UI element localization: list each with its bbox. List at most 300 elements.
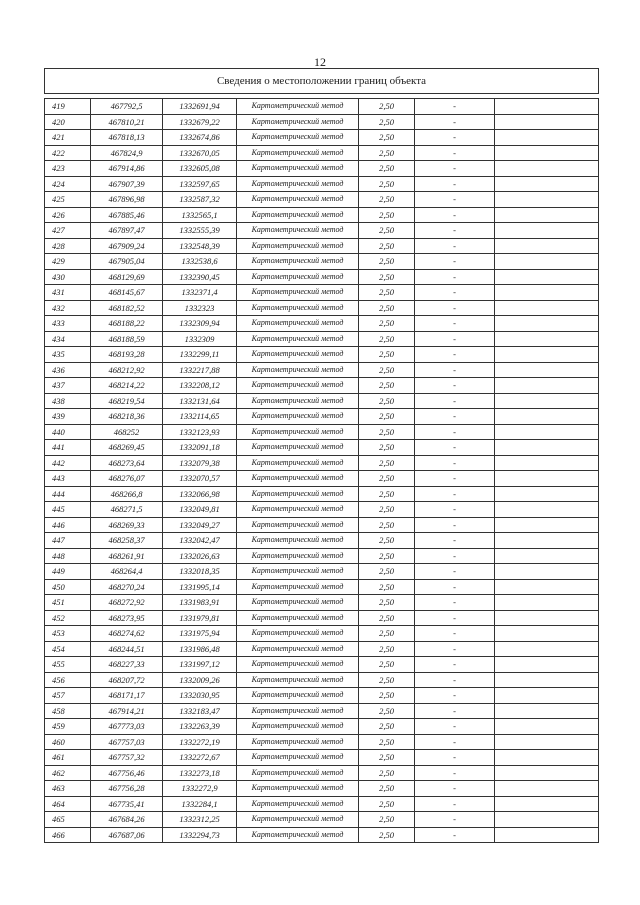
cell-point-number: 444 — [45, 486, 91, 502]
cell-description: - — [415, 300, 495, 316]
cell-accuracy: 2,50 — [359, 719, 415, 735]
cell-note — [495, 316, 599, 332]
table-row — [45, 176, 599, 192]
cell-accuracy: 2,50 — [359, 657, 415, 673]
cell-accuracy: 2,50 — [359, 626, 415, 642]
cell-note — [495, 238, 599, 254]
cell-point-number: 423 — [45, 161, 91, 177]
cell-point-number: 422 — [45, 145, 91, 161]
cell-method: Картометрический метод — [237, 719, 359, 735]
cell-coord-x: 467914,86 — [91, 161, 163, 177]
cell-note — [495, 827, 599, 843]
cell-coord-x: 467756,28 — [91, 781, 163, 797]
cell-description: - — [415, 254, 495, 270]
cell-note — [495, 703, 599, 719]
cell-coord-y: 1332605,08 — [163, 161, 237, 177]
cell-coord-y: 1332679,22 — [163, 114, 237, 130]
cell-coord-y: 1332183,47 — [163, 703, 237, 719]
cell-point-number: 437 — [45, 378, 91, 394]
cell-method: Картометрический метод — [237, 192, 359, 208]
table-row — [45, 471, 599, 487]
cell-point-number: 448 — [45, 548, 91, 564]
cell-note — [495, 130, 599, 146]
cell-description: - — [415, 192, 495, 208]
cell-method: Картометрический метод — [237, 641, 359, 657]
cell-accuracy: 2,50 — [359, 269, 415, 285]
cell-point-number: 450 — [45, 579, 91, 595]
table-row — [45, 812, 599, 828]
cell-method: Картометрический метод — [237, 703, 359, 719]
cell-coord-x: 468276,07 — [91, 471, 163, 487]
table-row — [45, 719, 599, 735]
cell-description: - — [415, 486, 495, 502]
cell-coord-y: 1332009,26 — [163, 672, 237, 688]
cell-description: - — [415, 130, 495, 146]
cell-description: - — [415, 657, 495, 673]
cell-note — [495, 409, 599, 425]
cell-note — [495, 347, 599, 363]
cell-note — [495, 161, 599, 177]
cell-point-number: 455 — [45, 657, 91, 673]
cell-point-number: 447 — [45, 533, 91, 549]
cell-coord-x: 468273,64 — [91, 455, 163, 471]
table-row — [45, 703, 599, 719]
table-row — [45, 796, 599, 812]
cell-method: Картометрический метод — [237, 269, 359, 285]
cell-coord-y: 1332114,65 — [163, 409, 237, 425]
cell-point-number: 461 — [45, 750, 91, 766]
cell-coord-x: 467792,5 — [91, 99, 163, 115]
cell-note — [495, 114, 599, 130]
cell-coord-x: 468244,51 — [91, 641, 163, 657]
table-row — [45, 517, 599, 533]
cell-method: Картометрический метод — [237, 238, 359, 254]
cell-coord-y: 1331975,94 — [163, 626, 237, 642]
cell-method: Картометрический метод — [237, 502, 359, 518]
table-row — [45, 455, 599, 471]
cell-method: Картометрический метод — [237, 207, 359, 223]
cell-coord-y: 1331997,12 — [163, 657, 237, 673]
cell-point-number: 427 — [45, 223, 91, 239]
cell-coord-y: 1332565,1 — [163, 207, 237, 223]
cell-method: Картометрический метод — [237, 440, 359, 456]
table-row — [45, 595, 599, 611]
cell-coord-x: 468145,67 — [91, 285, 163, 301]
cell-point-number: 456 — [45, 672, 91, 688]
table-row — [45, 734, 599, 750]
cell-accuracy: 2,50 — [359, 223, 415, 239]
cell-coord-y: 1332597,65 — [163, 176, 237, 192]
table-row — [45, 579, 599, 595]
table-row — [45, 161, 599, 177]
table-row — [45, 827, 599, 843]
cell-note — [495, 455, 599, 471]
table-row — [45, 130, 599, 146]
table-row — [45, 781, 599, 797]
cell-coord-x: 468129,69 — [91, 269, 163, 285]
cell-point-number: 432 — [45, 300, 91, 316]
cell-description: - — [415, 269, 495, 285]
cell-coord-y: 1331983,91 — [163, 595, 237, 611]
cell-description: - — [415, 719, 495, 735]
cell-method: Картометрический метод — [237, 486, 359, 502]
cell-coord-x: 467885,46 — [91, 207, 163, 223]
cell-description: - — [415, 285, 495, 301]
table-row — [45, 192, 599, 208]
cell-coord-y: 1332079,38 — [163, 455, 237, 471]
cell-note — [495, 502, 599, 518]
cell-point-number: 458 — [45, 703, 91, 719]
cell-method: Картометрический метод — [237, 672, 359, 688]
cell-note — [495, 641, 599, 657]
table-row — [45, 765, 599, 781]
cell-method: Картометрический метод — [237, 812, 359, 828]
cell-note — [495, 99, 599, 115]
cell-accuracy: 2,50 — [359, 440, 415, 456]
table-row — [45, 362, 599, 378]
cell-coord-y: 1332208,12 — [163, 378, 237, 394]
cell-method: Картометрический метод — [237, 750, 359, 766]
cell-point-number: 464 — [45, 796, 91, 812]
cell-coord-y: 1331986,48 — [163, 641, 237, 657]
cell-accuracy: 2,50 — [359, 564, 415, 580]
cell-point-number: 446 — [45, 517, 91, 533]
cell-note — [495, 610, 599, 626]
cell-point-number: 463 — [45, 781, 91, 797]
cell-description: - — [415, 238, 495, 254]
cell-coord-x: 468212,92 — [91, 362, 163, 378]
cell-point-number: 439 — [45, 409, 91, 425]
cell-point-number: 441 — [45, 440, 91, 456]
cell-note — [495, 471, 599, 487]
cell-description: - — [415, 688, 495, 704]
cell-description: - — [415, 827, 495, 843]
cell-note — [495, 533, 599, 549]
cell-accuracy: 2,50 — [359, 409, 415, 425]
cell-method: Картометрический метод — [237, 409, 359, 425]
table-row — [45, 641, 599, 657]
cell-note — [495, 734, 599, 750]
cell-coord-y: 1332294,73 — [163, 827, 237, 843]
cell-note — [495, 207, 599, 223]
cell-coord-y: 1332272,9 — [163, 781, 237, 797]
cell-point-number: 436 — [45, 362, 91, 378]
cell-coord-x: 468182,52 — [91, 300, 163, 316]
cell-note — [495, 781, 599, 797]
cell-coord-y: 1332042,47 — [163, 533, 237, 549]
table-row — [45, 564, 599, 580]
cell-accuracy: 2,50 — [359, 734, 415, 750]
table-row — [45, 502, 599, 518]
table-row — [45, 207, 599, 223]
cell-description: - — [415, 223, 495, 239]
cell-description: - — [415, 672, 495, 688]
cell-method: Картометрический метод — [237, 517, 359, 533]
cell-description: - — [415, 424, 495, 440]
cell-description: - — [415, 502, 495, 518]
cell-point-number: 438 — [45, 393, 91, 409]
cell-coord-x: 467757,32 — [91, 750, 163, 766]
cell-coord-x: 467896,98 — [91, 192, 163, 208]
cell-method: Картометрический метод — [237, 657, 359, 673]
cell-coord-y: 1332131,64 — [163, 393, 237, 409]
cell-accuracy: 2,50 — [359, 471, 415, 487]
cell-method: Картометрический метод — [237, 827, 359, 843]
table-row — [45, 672, 599, 688]
table-row — [45, 626, 599, 642]
cell-coord-x: 467907,39 — [91, 176, 163, 192]
cell-coord-x: 468258,37 — [91, 533, 163, 549]
cell-coord-x: 467684,26 — [91, 812, 163, 828]
cell-note — [495, 176, 599, 192]
cell-note — [495, 548, 599, 564]
cell-coord-y: 1332587,32 — [163, 192, 237, 208]
table-row — [45, 750, 599, 766]
table-title: Сведения о местоположении границ объекта — [45, 69, 599, 94]
cell-description: - — [415, 176, 495, 192]
cell-point-number: 451 — [45, 595, 91, 611]
table-row — [45, 331, 599, 347]
cell-note — [495, 424, 599, 440]
cell-description: - — [415, 331, 495, 347]
cell-coord-x: 468272,92 — [91, 595, 163, 611]
cell-description: - — [415, 347, 495, 363]
cell-point-number: 454 — [45, 641, 91, 657]
cell-point-number: 435 — [45, 347, 91, 363]
cell-description: - — [415, 99, 495, 115]
cell-accuracy: 2,50 — [359, 362, 415, 378]
cell-method: Картометрический метод — [237, 130, 359, 146]
table-row — [45, 223, 599, 239]
cell-method: Картометрический метод — [237, 331, 359, 347]
cell-coord-x: 467909,24 — [91, 238, 163, 254]
cell-note — [495, 285, 599, 301]
cell-accuracy: 2,50 — [359, 812, 415, 828]
cell-coord-x: 468261,91 — [91, 548, 163, 564]
cell-accuracy: 2,50 — [359, 300, 415, 316]
cell-method: Картометрический метод — [237, 626, 359, 642]
cell-point-number: 457 — [45, 688, 91, 704]
cell-coord-y: 1332670,05 — [163, 145, 237, 161]
cell-coord-x: 468214,22 — [91, 378, 163, 394]
cell-point-number: 466 — [45, 827, 91, 843]
table-row — [45, 657, 599, 673]
cell-description: - — [415, 440, 495, 456]
cell-description: - — [415, 548, 495, 564]
cell-coord-y: 1332309,94 — [163, 316, 237, 332]
table-row — [45, 440, 599, 456]
cell-accuracy: 2,50 — [359, 145, 415, 161]
cell-method: Картометрический метод — [237, 455, 359, 471]
cell-coord-x: 467757,03 — [91, 734, 163, 750]
cell-coord-y: 1332299,11 — [163, 347, 237, 363]
cell-coord-x: 468269,45 — [91, 440, 163, 456]
cell-coord-x: 467687,06 — [91, 827, 163, 843]
cell-coord-x: 467810,21 — [91, 114, 163, 130]
cell-description: - — [415, 455, 495, 471]
cell-coord-y: 1332026,63 — [163, 548, 237, 564]
cell-accuracy: 2,50 — [359, 393, 415, 409]
cell-coord-y: 1332284,1 — [163, 796, 237, 812]
table-row — [45, 300, 599, 316]
cell-accuracy: 2,50 — [359, 486, 415, 502]
cell-description: - — [415, 393, 495, 409]
cell-point-number: 421 — [45, 130, 91, 146]
cell-description: - — [415, 161, 495, 177]
cell-coord-x: 468188,59 — [91, 331, 163, 347]
table-title-row — [45, 69, 599, 94]
cell-coord-y: 1332018,35 — [163, 564, 237, 580]
table-row — [45, 316, 599, 332]
cell-coord-x: 468271,5 — [91, 502, 163, 518]
cell-accuracy: 2,50 — [359, 424, 415, 440]
cell-note — [495, 300, 599, 316]
cell-coord-y: 1332272,19 — [163, 734, 237, 750]
cell-point-number: 459 — [45, 719, 91, 735]
cell-point-number: 433 — [45, 316, 91, 332]
cell-accuracy: 2,50 — [359, 378, 415, 394]
cell-method: Картометрический метод — [237, 362, 359, 378]
cell-method: Картометрический метод — [237, 99, 359, 115]
cell-method: Картометрический метод — [237, 424, 359, 440]
cell-accuracy: 2,50 — [359, 781, 415, 797]
cell-coord-x: 467818,13 — [91, 130, 163, 146]
cell-method: Картометрический метод — [237, 176, 359, 192]
cell-coord-x: 467756,46 — [91, 765, 163, 781]
cell-coord-y: 1332548,39 — [163, 238, 237, 254]
cell-accuracy: 2,50 — [359, 130, 415, 146]
cell-accuracy: 2,50 — [359, 331, 415, 347]
cell-coord-x: 468227,33 — [91, 657, 163, 673]
cell-accuracy: 2,50 — [359, 517, 415, 533]
cell-note — [495, 750, 599, 766]
cell-method: Картометрический метод — [237, 316, 359, 332]
cell-point-number: 440 — [45, 424, 91, 440]
cell-method: Картометрический метод — [237, 223, 359, 239]
cell-description: - — [415, 750, 495, 766]
table-row — [45, 424, 599, 440]
cell-point-number: 449 — [45, 564, 91, 580]
cell-coord-x: 468171,17 — [91, 688, 163, 704]
page-number: 12 — [314, 55, 326, 69]
cell-method: Картометрический метод — [237, 533, 359, 549]
boundary-coordinates-table — [44, 68, 599, 843]
cell-coord-y: 1332555,39 — [163, 223, 237, 239]
cell-coord-x: 468207,72 — [91, 672, 163, 688]
table-row — [45, 285, 599, 301]
cell-note — [495, 393, 599, 409]
cell-method: Картометрический метод — [237, 114, 359, 130]
table-row — [45, 238, 599, 254]
cell-note — [495, 192, 599, 208]
cell-accuracy: 2,50 — [359, 750, 415, 766]
cell-accuracy: 2,50 — [359, 548, 415, 564]
cell-description: - — [415, 564, 495, 580]
cell-method: Картометрический метод — [237, 688, 359, 704]
cell-coord-x: 468264,4 — [91, 564, 163, 580]
table-row — [45, 347, 599, 363]
cell-coord-y: 1332309 — [163, 331, 237, 347]
cell-note — [495, 223, 599, 239]
cell-description: - — [415, 378, 495, 394]
cell-note — [495, 719, 599, 735]
cell-point-number: 434 — [45, 331, 91, 347]
cell-description: - — [415, 362, 495, 378]
cell-accuracy: 2,50 — [359, 688, 415, 704]
cell-description: - — [415, 316, 495, 332]
table-row — [45, 114, 599, 130]
cell-description: - — [415, 517, 495, 533]
cell-accuracy: 2,50 — [359, 533, 415, 549]
cell-coord-x: 468252 — [91, 424, 163, 440]
cell-accuracy: 2,50 — [359, 610, 415, 626]
cell-accuracy: 2,50 — [359, 765, 415, 781]
cell-description: - — [415, 595, 495, 611]
cell-coord-y: 1332538,6 — [163, 254, 237, 270]
table-row — [45, 486, 599, 502]
cell-coord-x: 468269,33 — [91, 517, 163, 533]
cell-accuracy: 2,50 — [359, 161, 415, 177]
table-row — [45, 393, 599, 409]
cell-point-number: 429 — [45, 254, 91, 270]
table-row — [45, 533, 599, 549]
table-row — [45, 145, 599, 161]
cell-note — [495, 145, 599, 161]
cell-description: - — [415, 765, 495, 781]
cell-accuracy: 2,50 — [359, 176, 415, 192]
cell-accuracy: 2,50 — [359, 316, 415, 332]
cell-point-number: 443 — [45, 471, 91, 487]
cell-accuracy: 2,50 — [359, 703, 415, 719]
cell-coord-y: 1332066,98 — [163, 486, 237, 502]
cell-accuracy: 2,50 — [359, 502, 415, 518]
cell-point-number: 465 — [45, 812, 91, 828]
cell-description: - — [415, 641, 495, 657]
cell-note — [495, 765, 599, 781]
cell-point-number: 420 — [45, 114, 91, 130]
cell-method: Картометрический метод — [237, 254, 359, 270]
cell-point-number: 419 — [45, 99, 91, 115]
table-row — [45, 610, 599, 626]
cell-coord-x: 468273,95 — [91, 610, 163, 626]
cell-method: Картометрический метод — [237, 548, 359, 564]
cell-accuracy: 2,50 — [359, 238, 415, 254]
cell-note — [495, 362, 599, 378]
cell-accuracy: 2,50 — [359, 455, 415, 471]
cell-method: Картометрический метод — [237, 285, 359, 301]
cell-description: - — [415, 114, 495, 130]
cell-method: Картометрический метод — [237, 393, 359, 409]
cell-method: Картометрический метод — [237, 161, 359, 177]
cell-method: Картометрический метод — [237, 145, 359, 161]
cell-point-number: 442 — [45, 455, 91, 471]
cell-description: - — [415, 626, 495, 642]
cell-note — [495, 812, 599, 828]
cell-coord-y: 1332263,39 — [163, 719, 237, 735]
cell-coord-y: 1332691,94 — [163, 99, 237, 115]
cell-description: - — [415, 734, 495, 750]
cell-coord-x: 467735,41 — [91, 796, 163, 812]
cell-coord-y: 1332123,93 — [163, 424, 237, 440]
cell-coord-x: 468193,28 — [91, 347, 163, 363]
cell-coord-y: 1332030,95 — [163, 688, 237, 704]
cell-point-number: 426 — [45, 207, 91, 223]
cell-coord-x: 467773,03 — [91, 719, 163, 735]
table-row — [45, 688, 599, 704]
table-row — [45, 548, 599, 564]
table-row — [45, 409, 599, 425]
cell-coord-y: 1332091,18 — [163, 440, 237, 456]
